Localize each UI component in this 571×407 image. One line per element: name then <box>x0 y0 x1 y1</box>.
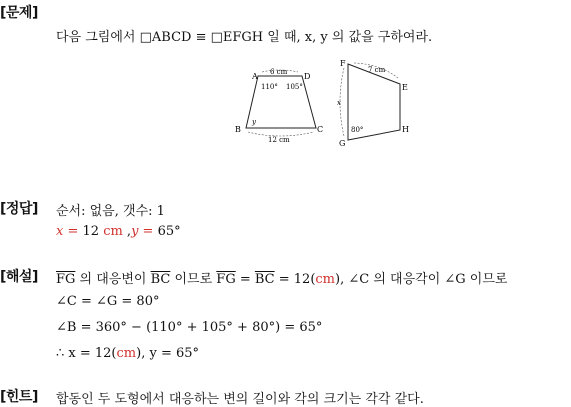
label-C: C <box>317 125 324 134</box>
segment-bc: $\overline{BC}$ <box>150 272 171 287</box>
label-A: A <box>252 72 258 81</box>
answer-line1: 순서: 없음, 갯수: 1 <box>56 204 165 219</box>
answer-x-value: 12 <box>82 224 100 239</box>
answer-line2 <box>56 224 181 239</box>
label-H: H <box>402 125 409 134</box>
label-6cm: 6 cm <box>270 68 288 76</box>
solution-l1-val: = 12( <box>274 272 316 287</box>
answer-y-label: y = <box>131 224 158 239</box>
problem-tag: [문제] <box>0 5 38 21</box>
answer-sep: , <box>122 224 132 239</box>
hint-text: 합동인 두 도형에서 대응하는 변의 길이와 각의 크기는 각각 같다. <box>56 392 424 407</box>
label-D: D <box>304 72 311 81</box>
label-angle-d: 105° <box>286 83 303 91</box>
solution-line2: ∠C = ∠G = 80° <box>56 294 160 309</box>
answer-tag: [정답] <box>0 201 38 217</box>
label-angle-a: 110° <box>261 83 278 91</box>
segment-fg: $\overline{FG}$ <box>56 272 76 287</box>
solution-line1 <box>56 268 507 287</box>
answer-x-unit: cm <box>103 224 123 239</box>
quadrilateral-abcd <box>246 76 316 128</box>
solution-l1-eq: = <box>235 272 255 287</box>
segment-bc-2: $\overline{BC}$ <box>254 272 275 287</box>
label-12cm: 12 cm <box>268 136 290 144</box>
label-7cm: 7 cm <box>368 66 386 74</box>
solution-l4-post: ), y = 65° <box>136 346 200 361</box>
problem-text: 다음 그림에서 □ABCD ≡ □EFGH 일 때, x, y 의 값을 구하여라. <box>56 30 433 45</box>
answer-y-value: 65° <box>157 224 181 239</box>
solution-l1-unit: cm <box>315 272 336 287</box>
label-E: E <box>402 83 408 92</box>
label-G: G <box>339 139 346 148</box>
answer-x-label: x = <box>56 224 83 239</box>
solution-l4-unit: cm <box>116 346 137 361</box>
label-y: y <box>252 118 256 126</box>
segment-fg-2: $\overline{FG}$ <box>216 272 236 287</box>
solution-l1-post: 이므로 <box>170 272 217 287</box>
solution-l1-rest: ), ∠C 의 대응각이 ∠G 이므로 <box>335 272 508 287</box>
solution-line3: ∠B = 360° − (110° + 105° + 80°) = 65° <box>56 320 323 335</box>
label-angle-g: 80° <box>351 126 364 134</box>
solution-l4-pre: ∴ x = 12( <box>56 346 117 361</box>
label-x: x <box>337 99 341 107</box>
label-F: F <box>340 59 346 68</box>
solution-tag: [해설] <box>0 269 38 285</box>
solution-l1-mid: 의 대응변이 <box>75 272 151 287</box>
congruent-quadrilaterals-figure <box>230 58 430 150</box>
solution-line4 <box>56 346 199 361</box>
hint-tag: [힌트] <box>0 389 38 405</box>
label-B: B <box>235 125 241 134</box>
